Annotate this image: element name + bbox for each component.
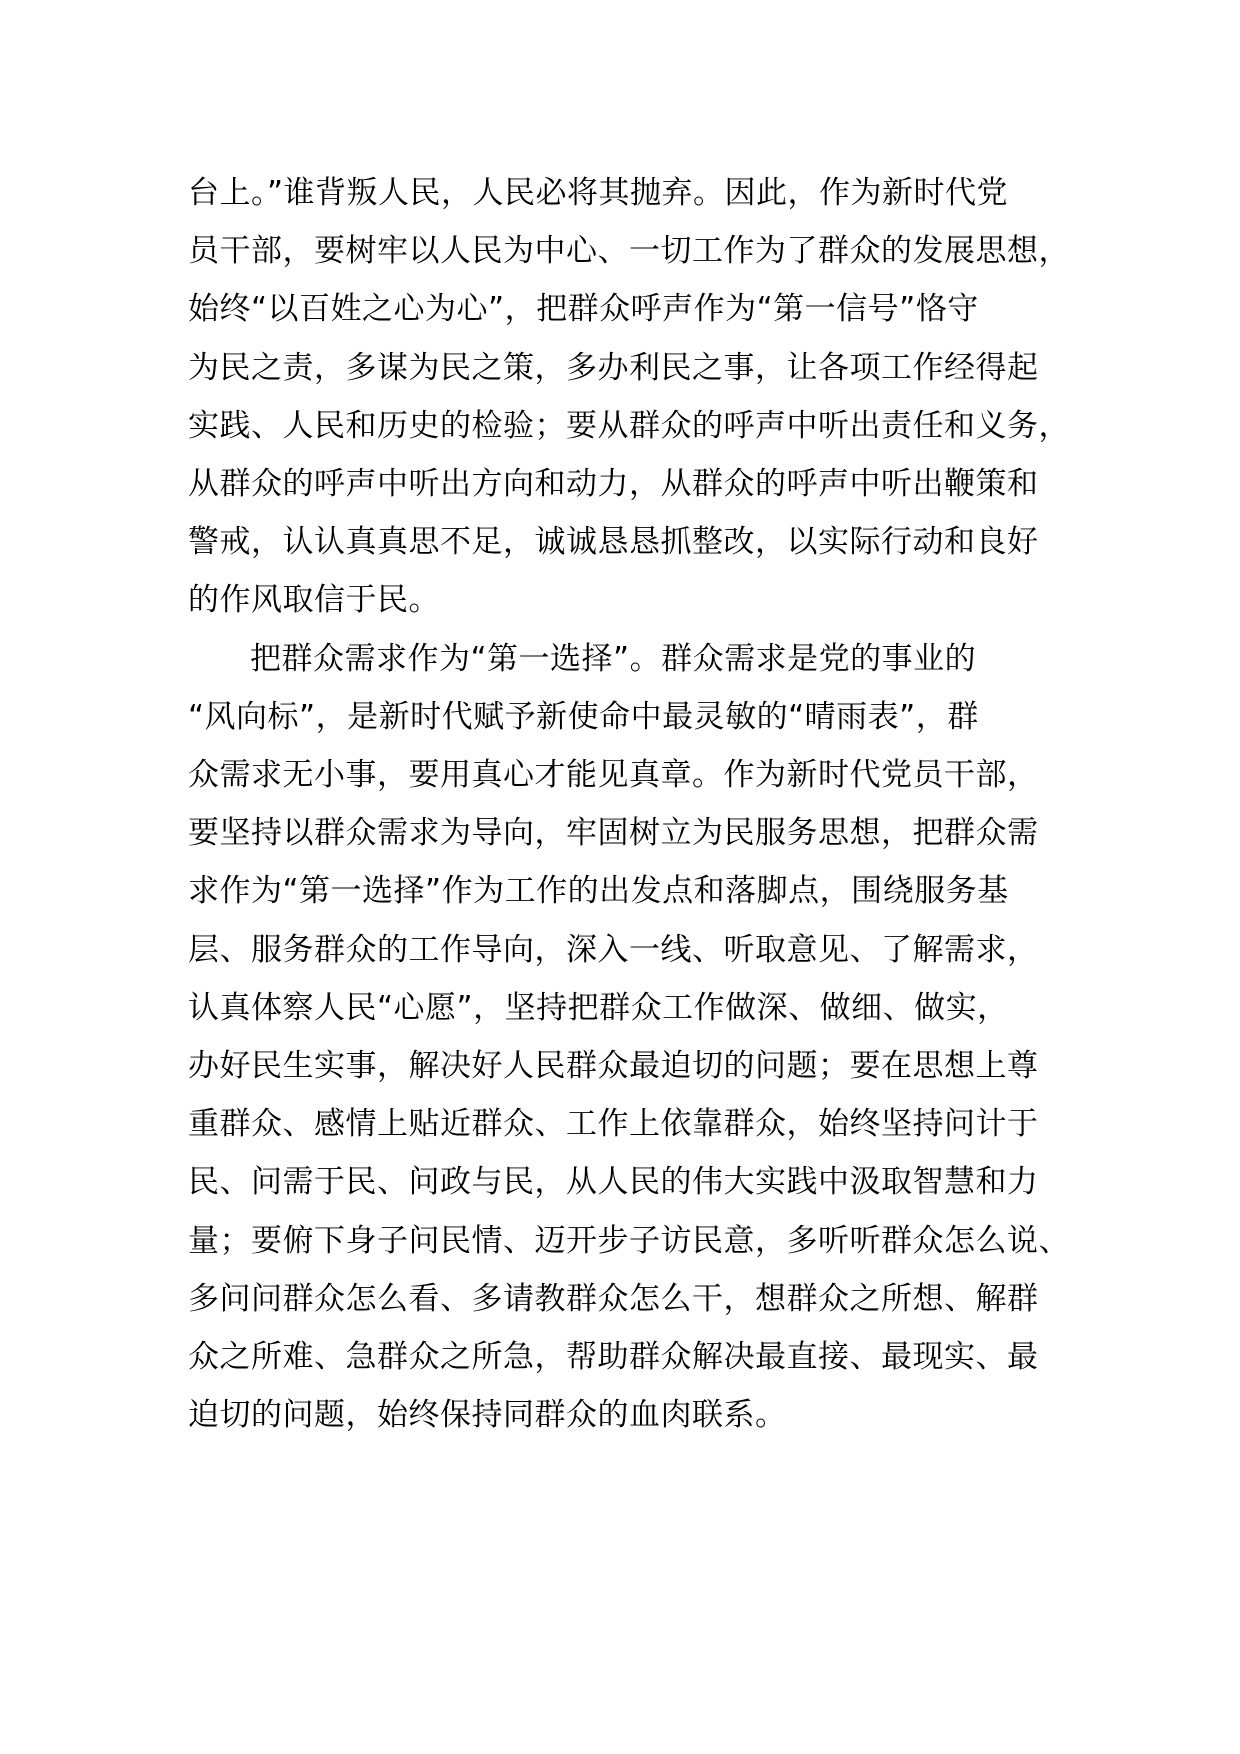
text-line: 认真体察人民“心愿”，坚持把群众工作做深、做细、做实， xyxy=(188,989,1009,1026)
text-line: 多问问群众怎么看、多请教群众怎么干，想群众之所想、解群 xyxy=(188,1280,1039,1317)
text-line: 的作风取信于民。 xyxy=(188,582,440,619)
text-line: 警戒，认认真真思不足，诚诚恳恳抓整改，以实际行动和良好 xyxy=(188,524,1039,561)
text-line: 办好民生实事，解决好人民群众最迫切的问题；要在思想上尊 xyxy=(188,1048,1039,1084)
text-line: 量；要俯下身子问民情、迈开步子访民意，多听听群众怎么说、 xyxy=(188,1222,1070,1259)
text-line: 始终“以百姓之心为心”，把群众呼声作为“第一信号”恪守 xyxy=(188,291,979,328)
text-line: 实践、人民和历史的检验；要从群众的呼声中听出责任和义务， xyxy=(188,407,1070,444)
text-line: 迫切的问题，始终保持同群众的血肉联系。 xyxy=(188,1397,787,1434)
text-line: 要坚持以群众需求为导向，牢固树立为民服务思想，把群众需 xyxy=(188,815,1039,852)
text-line: 为民之责，多谋为民之策，多办利民之事，让各项工作经得起 xyxy=(188,349,1039,386)
text-line: 重群众、感情上贴近群众、工作上依靠群众，始终坚持问计于 xyxy=(188,1106,1039,1143)
text-line: 台上。”谁背叛人民，人民必将其抛弃。因此，作为新时代党 xyxy=(188,175,1009,211)
text-line: 众之所难、急群众之所急，帮助群众解决最直接、最现实、最 xyxy=(188,1339,1039,1375)
text-line: 员干部，要树牢以人民为中心、一切工作为了群众的发展思想， xyxy=(188,233,1070,270)
text-line: 民、问需于民、问政与民，从人民的伟大实践中汲取智慧和力 xyxy=(188,1164,1039,1201)
text-line: 从群众的呼声中听出方向和动力，从群众的呼声中听出鞭策和 xyxy=(188,466,1039,502)
text-line: 层、服务群众的工作导向，深入一线、听取意见、了解需求， xyxy=(188,931,1039,968)
text-line: 把群众需求作为“第一选择”。群众需求是党的事业的 xyxy=(250,640,977,677)
text-line: 求作为“第一选择”作为工作的出发点和落脚点，围绕服务基 xyxy=(188,873,1009,910)
text-line: “风向标”，是新时代赋予新使命中最灵敏的“晴雨表”，群 xyxy=(188,698,979,735)
text-line: 众需求无小事，要用真心才能见真章。作为新时代党员干部， xyxy=(188,757,1039,793)
